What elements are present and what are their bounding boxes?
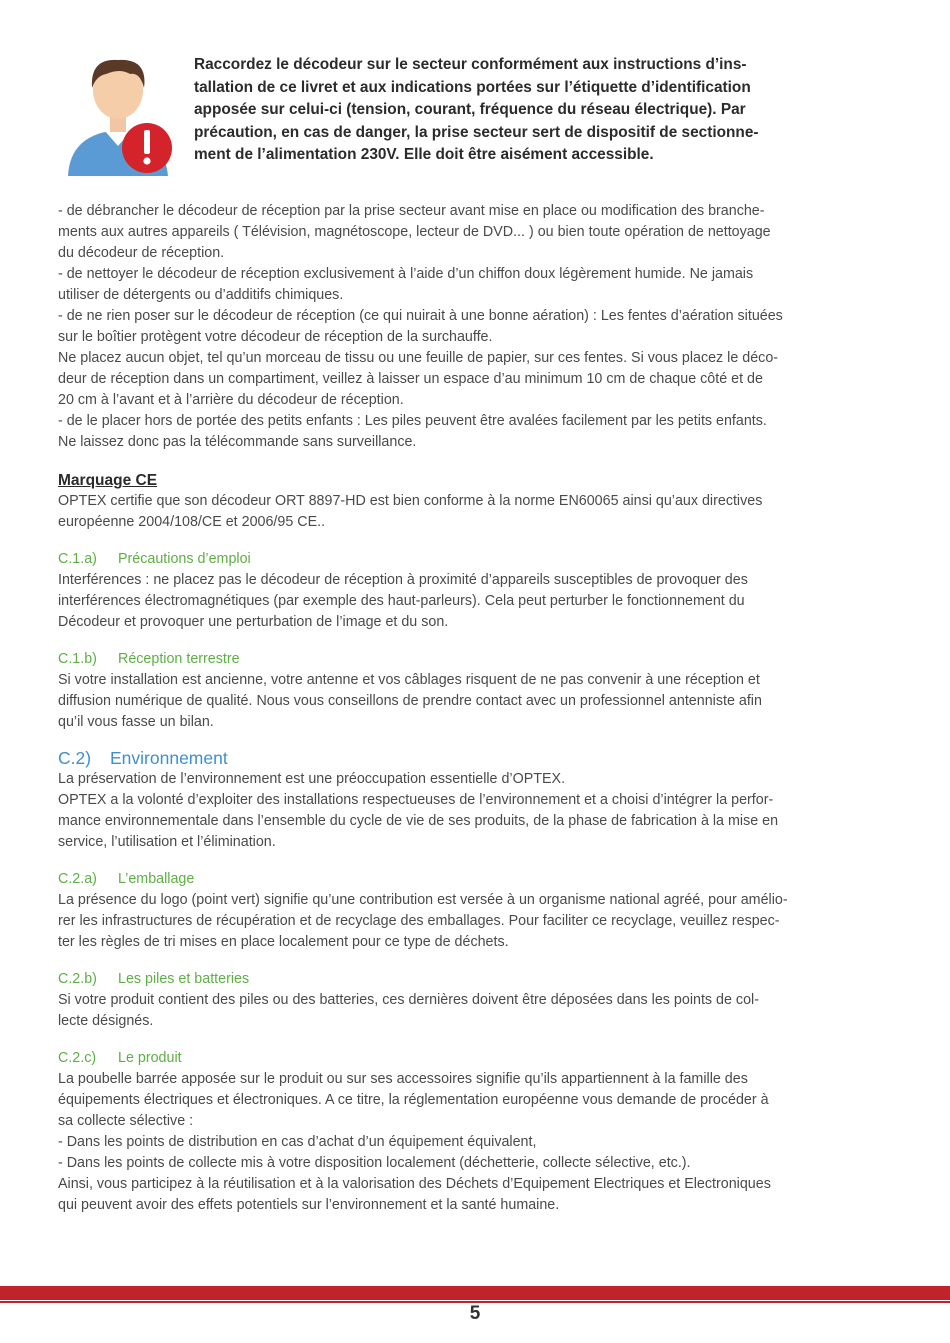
safety-instructions — [58, 201, 894, 453]
text-line: utiliser de détergents ou d’additifs chimiques. — [58, 287, 344, 303]
section-number: C.1.b) — [58, 651, 97, 667]
text-line: diffusion numérique de qualité. Nous vous conseillons de prendre contact avec un professionnel antenniste afin — [58, 693, 762, 709]
warning-line: ment de l’alimentation 230V. Elle doit être aisément accessible. — [194, 146, 654, 163]
text-line: deur de réception dans un compartiment, veillez à laisser un espace d’au minimum 10 cm de chaque côté et de — [58, 371, 763, 387]
text-line: ter les règles de tri mises en place localement pour ce type de déchets. — [58, 934, 509, 950]
section-number: C.2.b) — [58, 971, 97, 987]
section-number: C.2.c) — [58, 1050, 97, 1066]
text-line: - de ne rien poser sur le décodeur de réception (ce qui nuirait à une bonne aération) : Les fentes d’aération situées — [58, 308, 783, 324]
text-line: qu’il vous fasse un bilan. — [58, 714, 214, 730]
section-heading-c2b — [58, 969, 894, 990]
text-line: Décodeur et provoquer une perturbation de l’image et du son. — [58, 614, 449, 630]
section-heading-c2c — [58, 1048, 894, 1069]
text-line: OPTEX certifie que son décodeur ORT 8897-HD est bien conforme à la norme EN60065 ainsi qu’aux directives — [58, 493, 763, 509]
text-line: Ne laissez donc pas la télécommande sans surveillance. — [58, 434, 417, 450]
warning-text — [194, 54, 894, 167]
section-title: Précautions d’emploi — [118, 551, 251, 567]
section-text-c1a — [58, 570, 894, 633]
page-number: 5 — [469, 1303, 481, 1324]
section-title: Les piles et batteries — [118, 971, 250, 987]
section-text-c2 — [58, 769, 894, 853]
text-line: qui peuvent avoir des effets potentiels sur l’environnement et la santé humaine. — [58, 1197, 560, 1213]
text-line: équipements électriques et électroniques. A ce titre, la réglementation européenne vous demande de procéder à — [58, 1092, 769, 1108]
text-line: service, l’utilisation et l’élimination. — [58, 834, 276, 850]
text-line: - Dans les points de distribution en cas d’achat d’un équipement équivalent, — [58, 1134, 537, 1150]
section-heading-c2a — [58, 869, 894, 890]
section-number: C.2.a) — [58, 871, 97, 887]
warning-line: Raccordez le décodeur sur le secteur conformément aux instructions d’ins- — [194, 56, 747, 73]
text-line: 20 cm à l’avant et à l’arrière du décodeur de réception. — [58, 392, 404, 408]
text-line: Si votre installation est ancienne, votre antenne et vos câblages risquent de ne pas convenir à une réception et — [58, 672, 760, 688]
text-line: La présence du logo (point vert) signifie qu’une contribution est versée à un organisme national agréé, pour amélio- — [58, 892, 788, 908]
text-line: sa collecte sélective : — [58, 1113, 194, 1129]
text-line: rer les infrastructures de récupération et de recyclage des emballages. Pour faciliter ce recyclage, veuillez respec- — [58, 913, 780, 929]
footer-bar — [0, 1286, 950, 1300]
person-warning-icon — [60, 50, 180, 178]
section-heading-c1b — [58, 649, 894, 670]
text-line: Ainsi, vous participez à la réutilisation et à la valorisation des Déchets d’Equipement Electriques et Electroniques — [58, 1176, 771, 1192]
text-line: Ne placez aucun objet, tel qu’un morceau de tissu ou une feuille de papier, sur ces fentes. Si vous placez le déco- — [58, 350, 779, 366]
section-title: Le produit — [118, 1050, 182, 1066]
section-number: C.2) — [58, 748, 92, 768]
text-line: interférences électromagnétiques (par exemple des haut-parleurs). Cela peut perturber le fonctionnement du — [58, 593, 745, 609]
section-title: L’emballage — [118, 871, 195, 887]
text-line: sur le boîtier protègent votre décodeur de réception de la surchauffe. — [58, 329, 493, 345]
text-line: mance environnementale dans l’ensemble du cycle de vie de ses produits, de la phase de fabrication à la mise en — [58, 813, 779, 829]
text-line: - de débrancher le décodeur de réception par la prise secteur avant mise en place ou modification des branche- — [58, 203, 765, 219]
text-line: lecte désignés. — [58, 1013, 154, 1029]
text-line: - Dans les points de collecte mis à votre disposition localement (déchetterie, collecte sélective, etc.). — [58, 1155, 691, 1171]
warning-line: tallation de ce livret et aux indications portées sur l’étiquette d’identification — [194, 78, 751, 96]
warning-block — [60, 50, 900, 190]
text-line: La poubelle barrée apposée sur le produit ou sur ses accessoires signifie qu’ils appartiennent à la famille des — [58, 1071, 748, 1087]
section-text-c1b — [58, 670, 894, 733]
document-body — [58, 201, 894, 1216]
text-line: du décodeur de réception. — [58, 245, 225, 261]
section-text-c2c — [58, 1069, 894, 1216]
text-line: - de le placer hors de portée des petits enfants : Les piles peuvent être avalées facilement par les petits enfants. — [58, 413, 767, 429]
text-line: ments aux autres appareils ( Télévision, magnétoscope, lecteur de DVD... ) ou bien toute opération de nettoyage — [58, 224, 771, 240]
section-text-c2b — [58, 990, 894, 1032]
text-line: La préservation de l’environnement est une préoccupation essentielle d’OPTEX. — [58, 771, 566, 787]
section-title: Environnement — [110, 748, 228, 768]
ce-marking-text — [58, 491, 894, 533]
text-line: Si votre produit contient des piles ou des batteries, ces dernières doivent être déposées dans les points de col- — [58, 992, 759, 1008]
text-line: Interférences : ne placez pas le décodeur de réception à proximité d’appareils susceptibles de provoquer des — [58, 572, 748, 588]
text-line: - de nettoyer le décodeur de réception exclusivement à l’aide d’un chiffon doux légèrement humide. Ne jamais — [58, 266, 754, 282]
warning-line: précaution, en cas de danger, la prise secteur sert de dispositif de sectionne- — [194, 123, 759, 141]
ce-marking-heading: Marquage CE — [58, 472, 158, 489]
section-heading-c2 — [58, 747, 894, 769]
section-number: C.1.a) — [58, 551, 97, 567]
section-title: Réception terrestre — [118, 651, 240, 667]
section-text-c2a — [58, 890, 894, 953]
text-line: OPTEX a la volonté d’exploiter des installations respectueuses de l’environnement et a choisi d’intégrer la perfor- — [58, 792, 774, 808]
warning-line: apposée sur celui-ci (tension, courant, fréquence du réseau électrique). Par — [194, 101, 746, 118]
text-line: européenne 2004/108/CE et 2006/95 CE.. — [58, 514, 326, 530]
section-heading-c1a — [58, 549, 894, 570]
